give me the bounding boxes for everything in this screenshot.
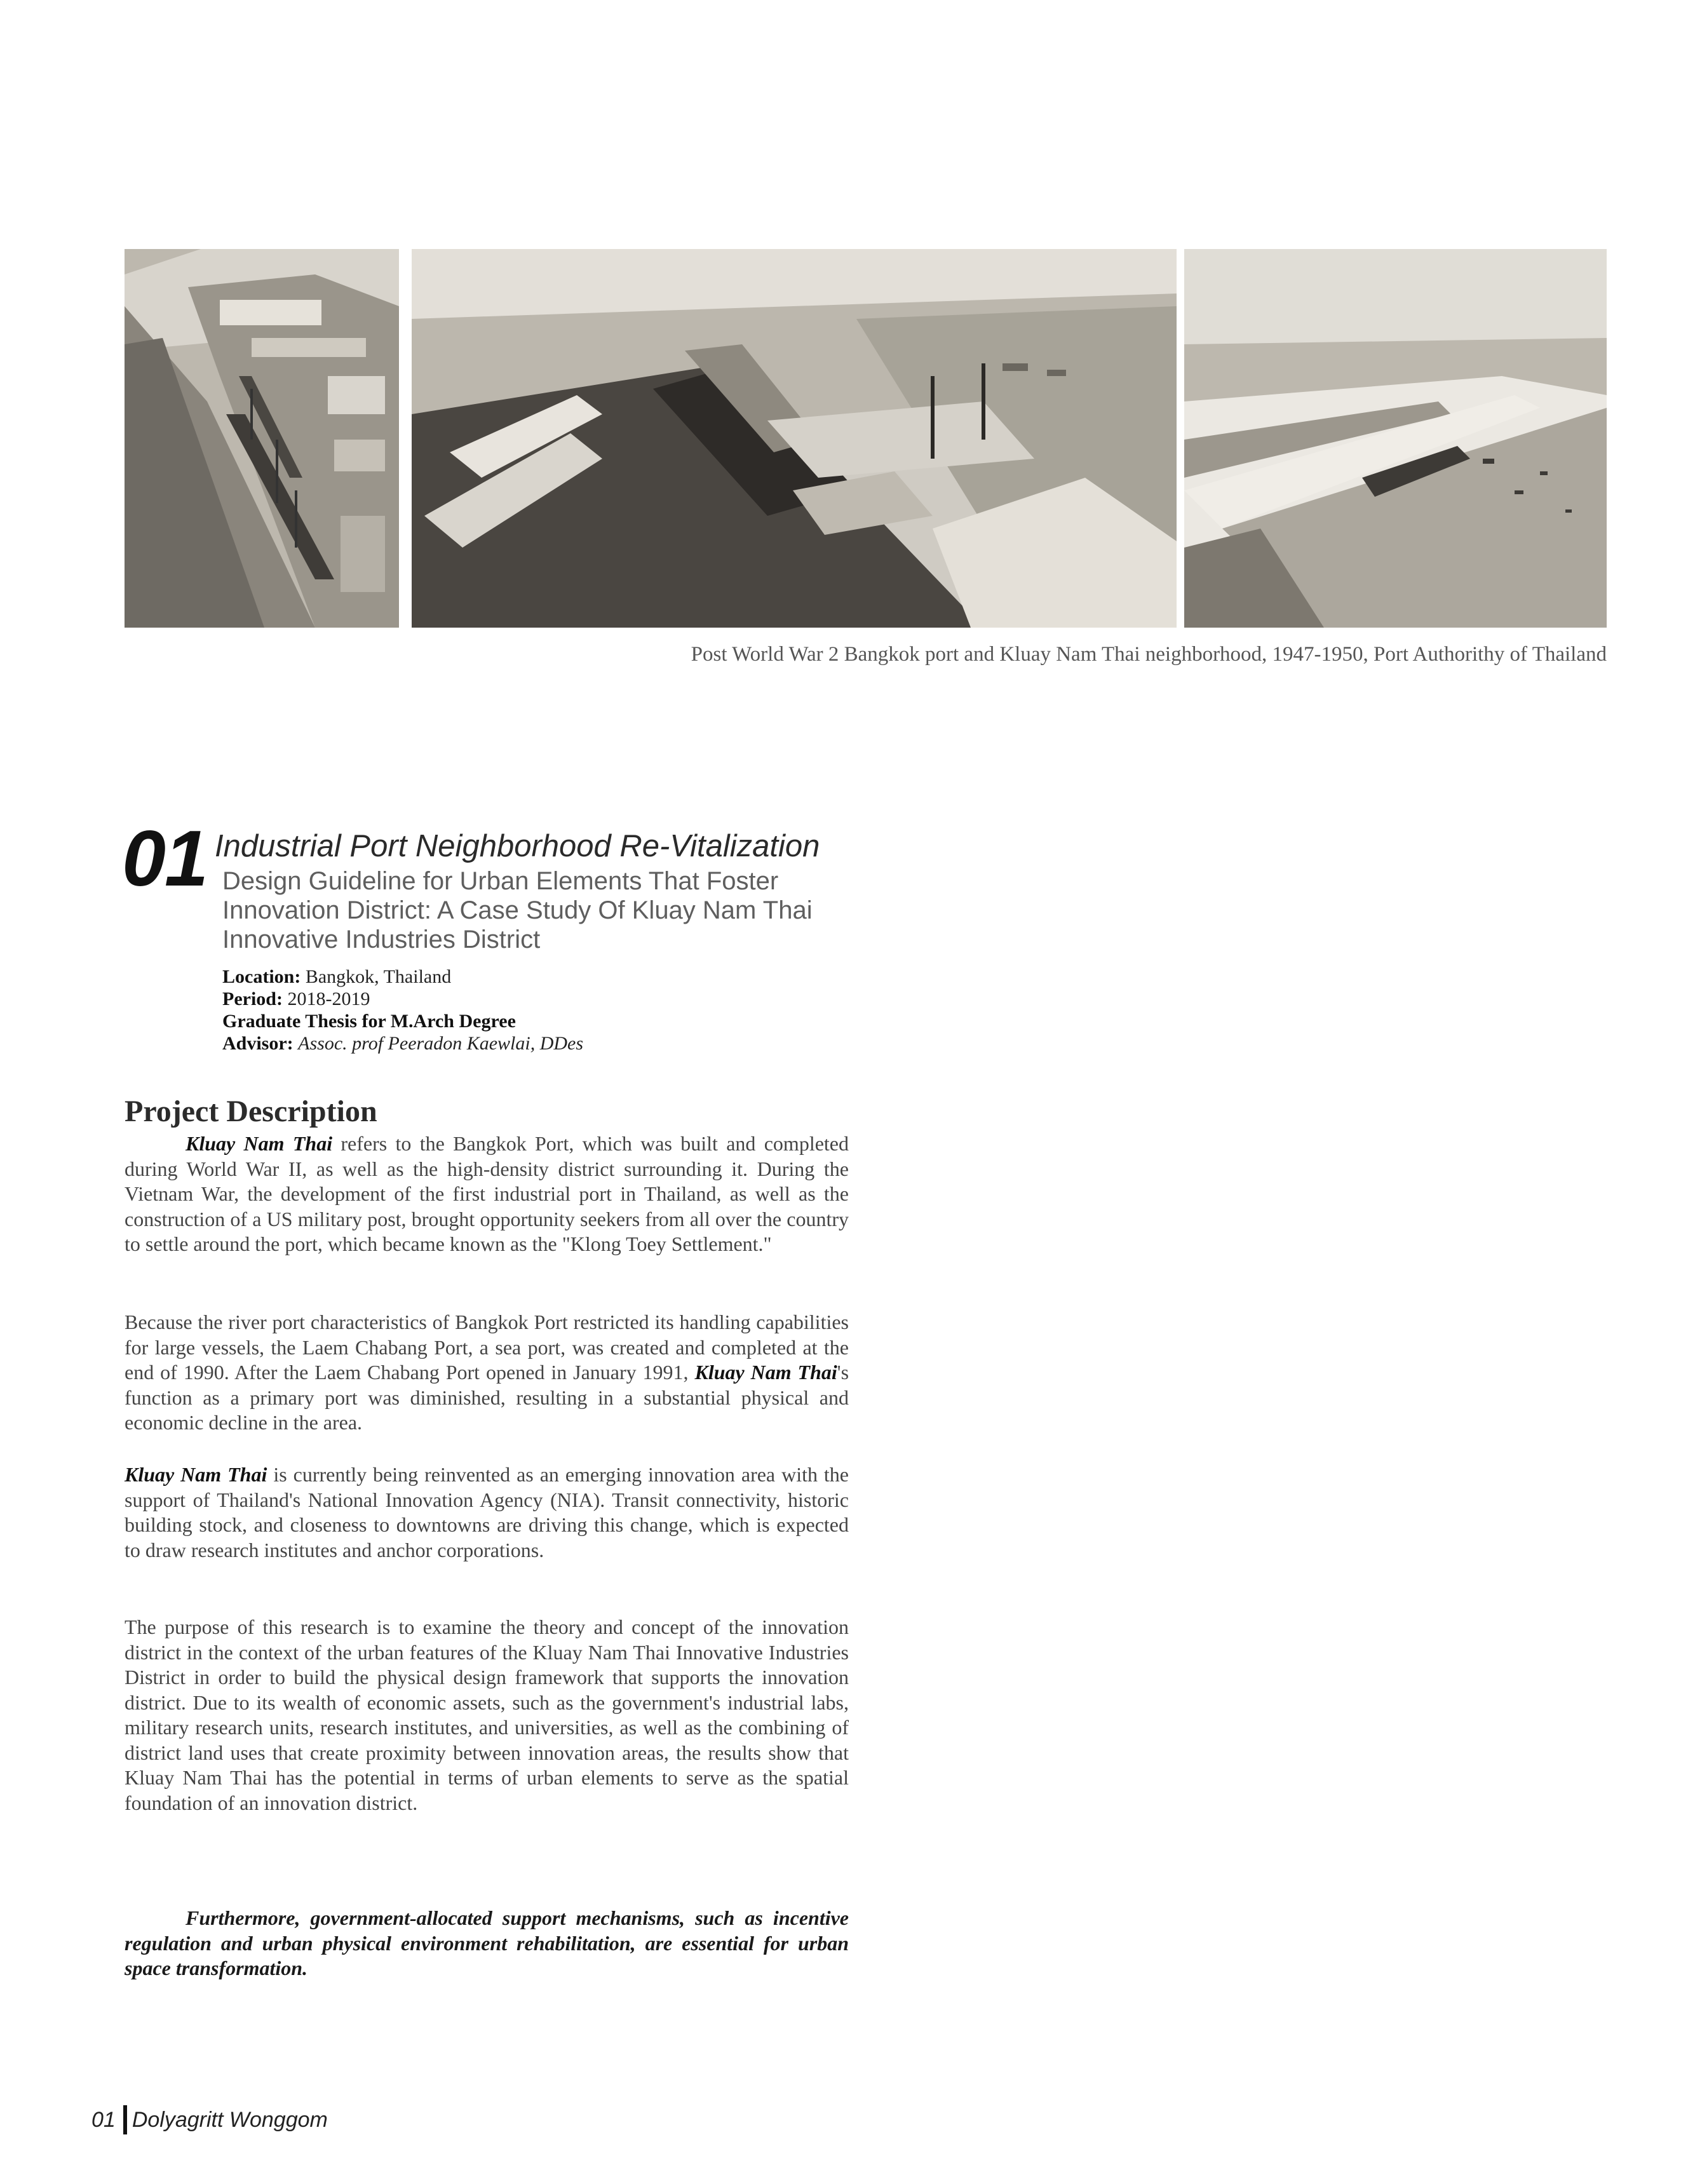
description-heading: Project Description: [125, 1095, 377, 1128]
meta-degree-text: Graduate Thesis for M.Arch Degree: [222, 1011, 516, 1032]
paragraph-2-text-a: Because the river port characteristics of Bangkok Port restricted its handling capabilities for large vessels, the Laem Chabang Port, a sea port, was created and completed at the end of 1990. After the Laem Chabang Port opened in January 1991,: [125, 1311, 849, 1384]
paragraph-3-text: is currently being reinvented as an emerging innovation area with the support of Thailand's National Innovation Agency (NIA). Transit connectivity, historic building stock, and closeness to downtowns are driving this change, which is expected to draw research institutes and anchor corporations.: [125, 1463, 849, 1561]
meta-advisor-label: Advisor:: [222, 1033, 294, 1054]
meta-location-label: Location:: [222, 966, 301, 987]
description-paragraph-1: [125, 1131, 849, 1257]
meta-period-label: Period:: [222, 988, 283, 1009]
page-footer: [91, 2105, 328, 2134]
footer-divider: [123, 2105, 127, 2134]
keyword-kluay-nam-thai: Kluay Nam Thai: [694, 1361, 837, 1384]
project-title: Industrial Port Neighborhood Re-Vitalization: [215, 829, 820, 863]
photo-caption: Post World War 2 Bangkok port and Kluay Nam Thai neighborhood, 1947-1950, Port Authorithy of Thailand: [691, 643, 1607, 666]
author-name: Dolyagritt Wonggom: [132, 2107, 328, 2132]
description-paragraph-2: [125, 1310, 849, 1436]
meta-period: [222, 988, 858, 1010]
keyword-kluay-nam-thai: Kluay Nam Thai: [186, 1132, 333, 1155]
paragraph-2-text-b: 's function as a primary port was diminished, resulting in a substantial physical and economic decline in the area.: [125, 1361, 849, 1434]
page-number: 01: [91, 2107, 116, 2132]
description-paragraph-5: Furthermore, government-allocated support mechanisms, such as incentive regulation and urban physical environment rehabilitation, are essential for urban space transformation.: [125, 1906, 849, 1979]
meta-period-value: 2018-2019: [287, 988, 370, 1009]
meta-advisor-value: Assoc. prof Peeradon Kaewlai, DDes: [298, 1033, 584, 1054]
meta-degree: [222, 1010, 858, 1032]
project-number: 01: [122, 815, 207, 903]
meta-advisor: [222, 1032, 858, 1055]
description-paragraph-3: [125, 1462, 849, 1563]
project-meta: [222, 966, 858, 1055]
aerial-port-warehouses-photo: [412, 249, 1177, 628]
meta-location-value: Bangkok, Thailand: [305, 966, 452, 987]
project-subtitle: Design Guideline for Urban Elements That Foster Innovation District: A Case Study Of Kluay Nam Thai Innovative Industries District: [222, 867, 813, 954]
paragraph-1-text: refers to the Bangkok Port, which was built and completed during World War II, as well as the high-density district surrounding it. During the Vietnam War, the development of the first industrial port in Thailand, as well as the construction of a US military post, brought opportunity seekers from all over the country to settle around the port, which became known as the "Klong Toey Settlement.": [125, 1132, 849, 1255]
description-paragraph-4: The purpose of this research is to examine the theory and concept of the innovation district in the context of the urban features of the Kluay Nam Thai Innovative Industries District in order to build the physical design framework that supports the innovation district. Due to its wealth of economic assets, such as the government's industrial labs, military research units, research institutes, and universities, as well as the combining of district land uses that create proximity between innovation areas, the results show that Kluay Nam Thai has the potential in terms of urban elements to serve as the spatial foundation of an innovation district.: [125, 1615, 849, 1814]
aerial-port-wharf-photo: [125, 249, 399, 628]
aerial-port-riverside-photo: [1184, 249, 1607, 628]
keyword-kluay-nam-thai: Kluay Nam Thai: [125, 1463, 267, 1486]
meta-location: [222, 966, 858, 988]
